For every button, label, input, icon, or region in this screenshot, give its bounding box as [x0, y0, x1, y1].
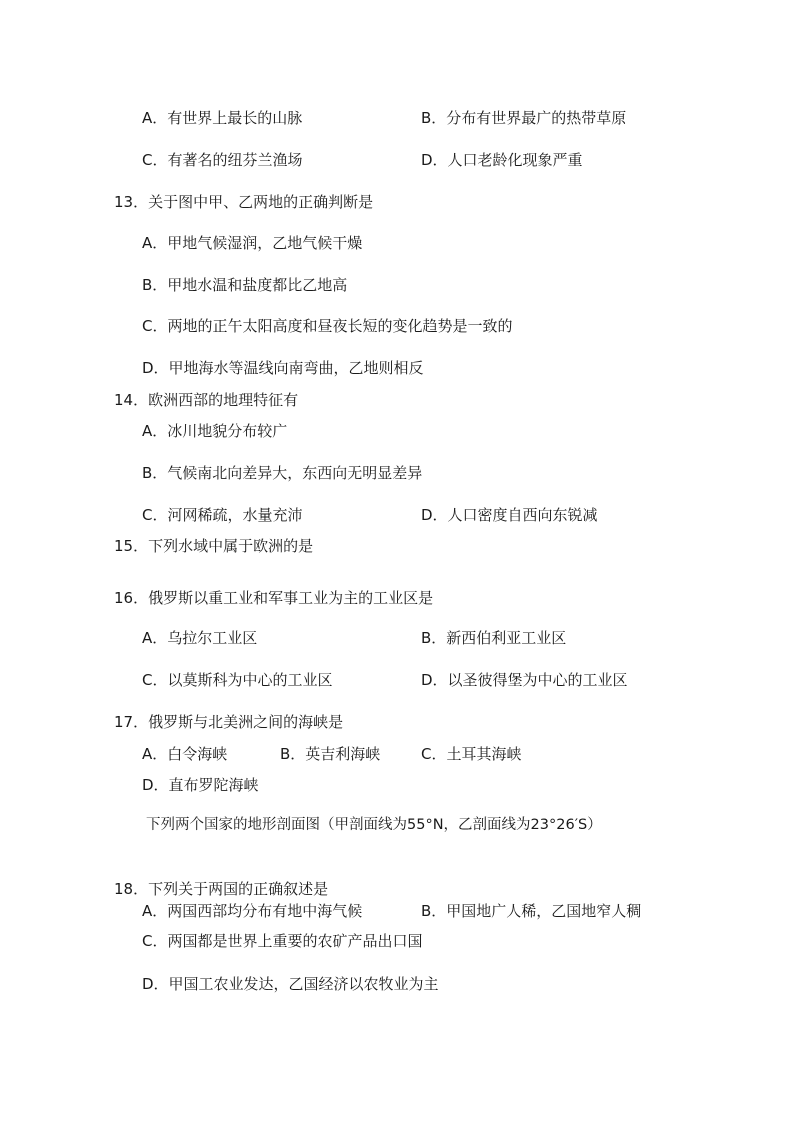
q13-option-d: D．甲地海水等温线向南弯曲，乙地则相反 — [142, 359, 424, 377]
q12-option-c: C．有著名的纽芬兰渔场 — [142, 151, 303, 169]
q17-option-d: D．直布罗陀海峡 — [142, 776, 259, 794]
q13-option-b: B．甲地水温和盐度都比乙地高 — [142, 276, 348, 294]
q18-stem: 18．下列关于两国的正确叙述是 — [114, 880, 329, 898]
q16-option-d: D．以圣彼得堡为中心的工业区 — [421, 671, 628, 689]
q18-option-c: C．两国都是世界上重要的农矿产品出口国 — [142, 932, 423, 950]
q14-stem: 14．欧洲西部的地理特征有 — [114, 391, 299, 409]
q12-option-a: A．有世界上最长的山脉 — [142, 109, 303, 127]
q14-option-c: C．河网稀疏，水量充沛 — [142, 506, 303, 524]
q17-option-b: B．英吉利海峡 — [280, 745, 381, 763]
q18-option-a: A．两国西部均分布有地中海气候 — [142, 902, 363, 920]
q16-stem: 16．俄罗斯以重工业和军事工业为主的工业区是 — [114, 589, 434, 607]
q16-option-a: A．乌拉尔工业区 — [142, 629, 258, 647]
q17-stem: 17．俄罗斯与北美洲之间的海峡是 — [114, 713, 344, 731]
q16-option-c: C．以莫斯科为中心的工业区 — [142, 671, 333, 689]
q18-option-b: B．甲国地广人稀，乙国地窄人稠 — [421, 902, 642, 920]
q12-option-b: B．分布有世界最广的热带草原 — [421, 109, 627, 127]
q13-option-a: A．甲地气候湿润，乙地气候干燥 — [142, 234, 363, 252]
q14-option-d: D．人口密度自西向东锐减 — [421, 506, 598, 524]
figure-caption: 下列两个国家的地形剖面图（甲剖面线为55°N，乙剖面线为23°26′S） — [146, 817, 602, 833]
q13-option-c: C．两地的正午太阳高度和昼夜长短的变化趋势是一致的 — [142, 317, 513, 335]
q17-option-c: C．土耳其海峡 — [421, 745, 522, 763]
q14-option-b: B．气候南北向差异大，东西向无明显差异 — [142, 464, 423, 482]
q17-option-a: A．白令海峡 — [142, 745, 228, 763]
q14-option-a: A．冰川地貌分布较广 — [142, 422, 288, 440]
q18-option-d: D．甲国工农业发达，乙国经济以农牧业为主 — [142, 975, 439, 993]
q13-stem: 13．关于图中甲、乙两地的正确判断是 — [114, 193, 374, 211]
q16-option-b: B．新西伯利亚工业区 — [421, 629, 567, 647]
q12-option-d: D．人口老龄化现象严重 — [421, 151, 583, 169]
q15-stem: 15．下列水域中属于欧洲的是 — [114, 537, 314, 555]
